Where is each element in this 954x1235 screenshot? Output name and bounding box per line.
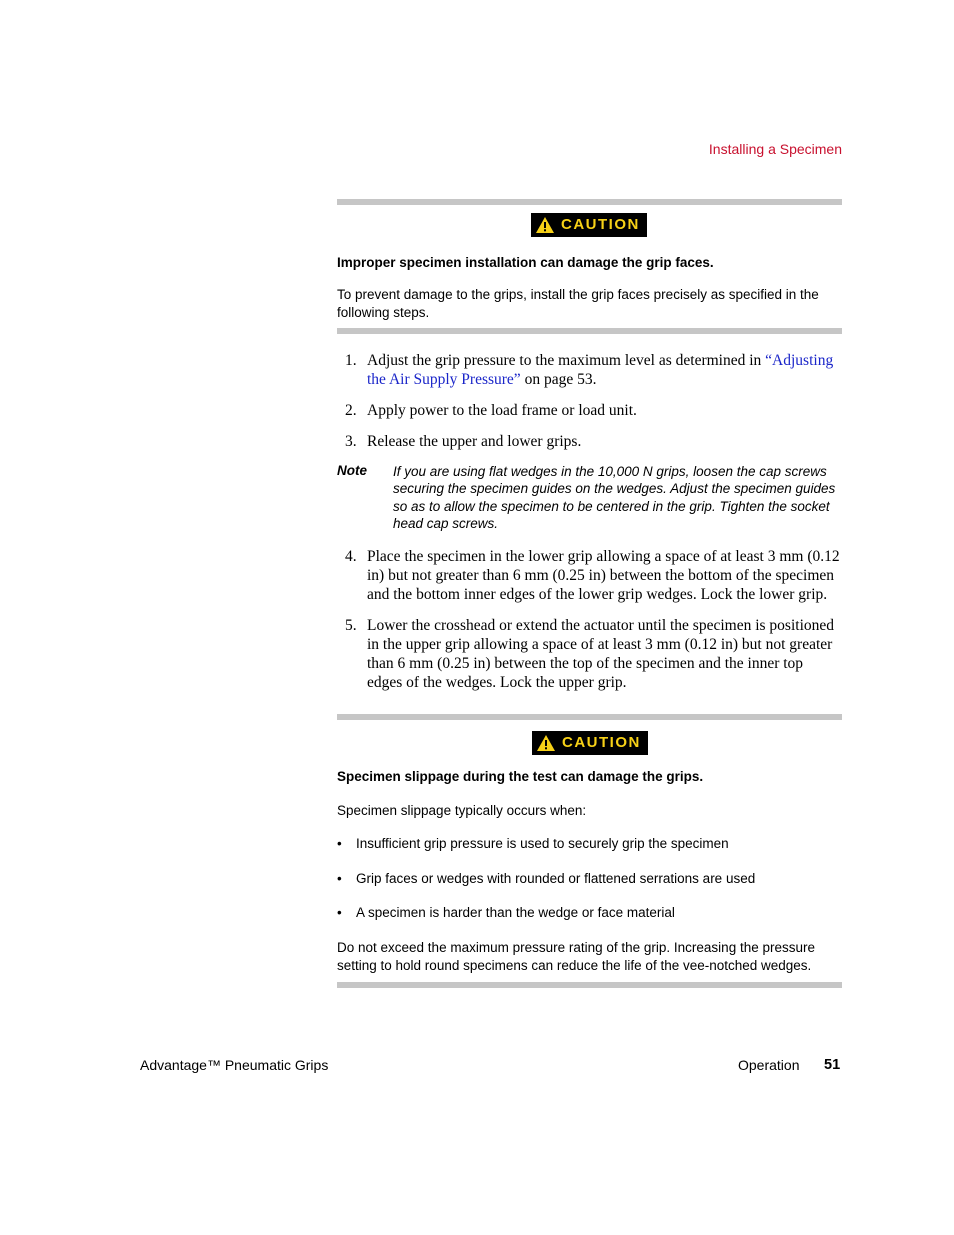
note-label: Note bbox=[337, 463, 367, 478]
footer-chapter: Operation bbox=[738, 1057, 800, 1073]
caution-bottom-rule bbox=[337, 982, 842, 988]
caution-heading: Improper specimen installation can damage the grip faces. bbox=[337, 255, 714, 270]
list-item-text: A specimen is harder than the wedge or face material bbox=[356, 905, 675, 920]
bullet-icon: • bbox=[337, 871, 342, 886]
caution-intro: Specimen slippage typically occurs when: bbox=[337, 803, 587, 818]
running-header: Installing a Specimen bbox=[708, 141, 842, 157]
caution-label: CAUTION bbox=[562, 734, 641, 751]
step-number: 2. bbox=[345, 402, 357, 419]
caution-body: To prevent damage to the grips, install the grip faces precisely as specified in the following steps. bbox=[337, 287, 819, 320]
list-item-text: Insufficient grip pressure is used to securely grip the specimen bbox=[356, 836, 729, 851]
caution-badge bbox=[532, 731, 648, 755]
step-text-part: on page 53. bbox=[520, 371, 597, 388]
caution-top-rule bbox=[337, 714, 842, 720]
note-text: If you are using flat wedges in the 10,000 N grips, loosen the cap screws securing the specimen guides on the wedges. Adjust the specimen guides so as to allow the specimen to be centered in the grip. Tighten the socket head cap screws. bbox=[393, 464, 836, 531]
step-text bbox=[367, 351, 842, 389]
step-3 bbox=[345, 432, 842, 451]
warning-triangle-icon bbox=[535, 216, 555, 234]
page-number: 51 bbox=[824, 1057, 841, 1073]
step-text: Release the upper and lower grips. bbox=[367, 433, 582, 450]
warning-triangle-icon bbox=[536, 734, 556, 752]
step-4 bbox=[345, 547, 842, 604]
step-text: Place the specimen in the lower grip allowing a space of at least 3 mm (0.12 in) but not greater than 6 mm (0.25 in) between the bottom of the specimen and the bottom inner edges of the lower grip wedges. Lock the lower grip. bbox=[367, 548, 840, 603]
step-number: 3. bbox=[345, 433, 357, 450]
caution-badge bbox=[531, 213, 647, 237]
bullet-icon: • bbox=[337, 905, 342, 920]
list-item bbox=[337, 905, 675, 920]
step-number: 1. bbox=[345, 352, 357, 369]
step-2 bbox=[345, 401, 842, 420]
caution-heading: Specimen slippage during the test can damage the grips. bbox=[337, 769, 704, 784]
list-item bbox=[337, 836, 729, 851]
step-5 bbox=[345, 616, 842, 692]
list-item-text: Grip faces or wedges with rounded or flattened serrations are used bbox=[356, 871, 756, 886]
caution-label: CAUTION bbox=[561, 216, 640, 233]
step-text-part: Adjust the grip pressure to the maximum level as determined in bbox=[367, 352, 766, 369]
caution-top-rule bbox=[337, 199, 842, 205]
list-item bbox=[337, 871, 755, 886]
step-number: 4. bbox=[345, 548, 357, 565]
step-number: 5. bbox=[345, 617, 357, 634]
caution-bottom-rule bbox=[337, 328, 842, 334]
caution-closing: Do not exceed the maximum pressure rating of the grip. Increasing the pressure setting to hold round specimens can reduce the life of the vee-notched wedges. bbox=[337, 940, 815, 973]
step-text: Lower the crosshead or extend the actuator until the specimen is positioned in the upper grip allowing a space of at least 3 mm (0.12 in) but not greater than 6 mm (0.25 in) between the top of the specimen and the inner top edges of the wedges. Lock the upper grip. bbox=[367, 617, 835, 691]
step-text: Apply power to the load frame or load unit. bbox=[367, 402, 637, 419]
footer-manual-title: Advantage™ Pneumatic Grips bbox=[140, 1057, 329, 1073]
step-1 bbox=[345, 351, 842, 389]
adjusting-air-supply-link[interactable]: “Adjusting the Air Supply Pressure” bbox=[367, 352, 834, 388]
bullet-icon: • bbox=[337, 836, 342, 851]
